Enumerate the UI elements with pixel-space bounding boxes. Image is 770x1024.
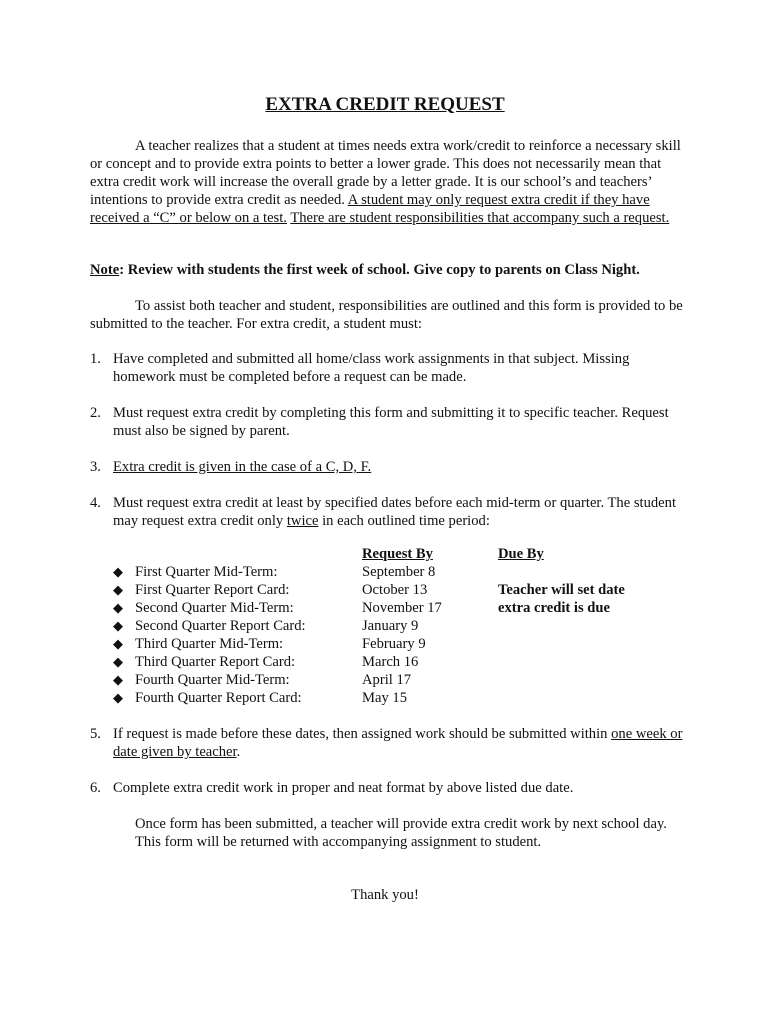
list-text-after: in each outlined time period:: [318, 513, 490, 529]
diamond-bullet-icon: ◆: [113, 636, 123, 651]
document-title: EXTRA CREDIT REQUEST: [265, 94, 505, 115]
assist-paragraph: [90, 297, 690, 333]
schedule-date: March 16: [362, 654, 419, 670]
intro-underline-2: There are student responsibilities that accompany such a request.: [290, 210, 670, 226]
schedule-date: October 13: [362, 582, 428, 598]
diamond-bullet-icon: ◆: [113, 582, 123, 597]
note-colon: :: [119, 262, 125, 278]
list-number: 4.: [90, 495, 101, 511]
diamond-bullet-icon: ◆: [113, 690, 123, 705]
intro-paragraph: [90, 137, 690, 227]
list-text-underline: one week or date given by teacher: [113, 726, 683, 760]
diamond-bullet-icon: ◆: [113, 654, 123, 669]
list-item-1: [90, 350, 690, 386]
schedule-date: May 15: [362, 690, 407, 706]
list-item-5: [90, 725, 690, 761]
diamond-bullet-icon: ◆: [113, 564, 123, 579]
list-item-6: [90, 779, 690, 797]
list-number: 1.: [90, 351, 101, 367]
list-item-3: [90, 458, 690, 476]
schedule-label: First Quarter Report Card:: [135, 582, 290, 598]
closing-paragraph: Once form has been submitted, a teacher will provide extra credit work by next school day. This form will be returned with accompanying assignment to student.: [135, 816, 667, 850]
intro-underline-1: A student may only request extra credit if they have received a “C” or below on a test.: [90, 192, 650, 226]
list-text: Have completed and submitted all home/class work assignments in that subject. Missing homework must be completed before a request can be made.: [113, 351, 630, 385]
note-label: Note: [90, 262, 120, 278]
list-item-2: [90, 404, 690, 440]
schedule-label: Fourth Quarter Mid-Term:: [135, 672, 290, 688]
list-text-after: .: [236, 744, 241, 760]
list-text: Extra credit is given in the case of a C, D, F.: [113, 459, 372, 475]
list-number: 2.: [90, 405, 101, 421]
diamond-bullet-icon: ◆: [113, 618, 123, 633]
schedule-label: First Quarter Mid-Term:: [135, 564, 278, 580]
assist-text: To assist both teacher and student, responsibilities are outlined and this form is provided to be submitted to the teacher. For extra credit, a student must:: [90, 298, 683, 332]
list-number: 3.: [90, 459, 101, 475]
schedule-label: Fourth Quarter Report Card:: [135, 690, 302, 706]
schedule-date: November 17: [362, 600, 442, 616]
due-note: Teacher will set date extra credit is due: [498, 582, 625, 616]
schedule-date: September 8: [362, 564, 436, 580]
schedule-date: April 17: [362, 672, 412, 688]
note-paragraph: [90, 261, 690, 279]
schedule-label: Second Quarter Mid-Term:: [135, 600, 294, 616]
list-number: 5.: [90, 726, 101, 742]
schedule-date: January 9: [362, 618, 419, 634]
list-text: [113, 725, 690, 761]
list-text-before: Must request extra credit at least by specified dates before each mid-term or quarter. The student may request extra credit only: [113, 495, 676, 529]
schedule-date: February 9: [362, 636, 426, 652]
list-number: 6.: [90, 780, 101, 796]
request-by-header: Request By: [362, 546, 433, 562]
diamond-bullet-icon: ◆: [113, 600, 123, 615]
list-text-before: If request is made before these dates, then assigned work should be submitted within: [113, 726, 612, 742]
schedule-label: Second Quarter Report Card:: [135, 618, 306, 634]
list-text: Complete extra credit work in proper and neat format by above listed due date.: [113, 780, 574, 796]
due-by-header: Due By: [498, 546, 544, 562]
schedule-label: Third Quarter Report Card:: [135, 654, 296, 670]
list-text-underline: twice: [286, 513, 319, 529]
thank-you-text: Thank you!: [351, 887, 419, 903]
list-text: Must request extra credit by completing this form and submitting it to specific teacher. Request must also be signed by parent.: [113, 405, 669, 439]
list-item-4: [90, 494, 690, 530]
diamond-bullet-icon: ◆: [113, 672, 123, 687]
intro-text: A teacher realizes that a student at times needs extra work/credit to reinforce a necessary skill or concept and to provide extra points to better a lower grade. This does not necessarily mean that extra credit work will increase the overall grade by a letter grade. It is our school’s and teachers’ intentions to provide extra credit as needed.: [90, 138, 681, 208]
list-text: [113, 494, 690, 530]
schedule-label: Third Quarter Mid-Term:: [135, 636, 284, 652]
note-text: Review with students the first week of school. Give copy to parents on Class Night.: [124, 262, 640, 278]
